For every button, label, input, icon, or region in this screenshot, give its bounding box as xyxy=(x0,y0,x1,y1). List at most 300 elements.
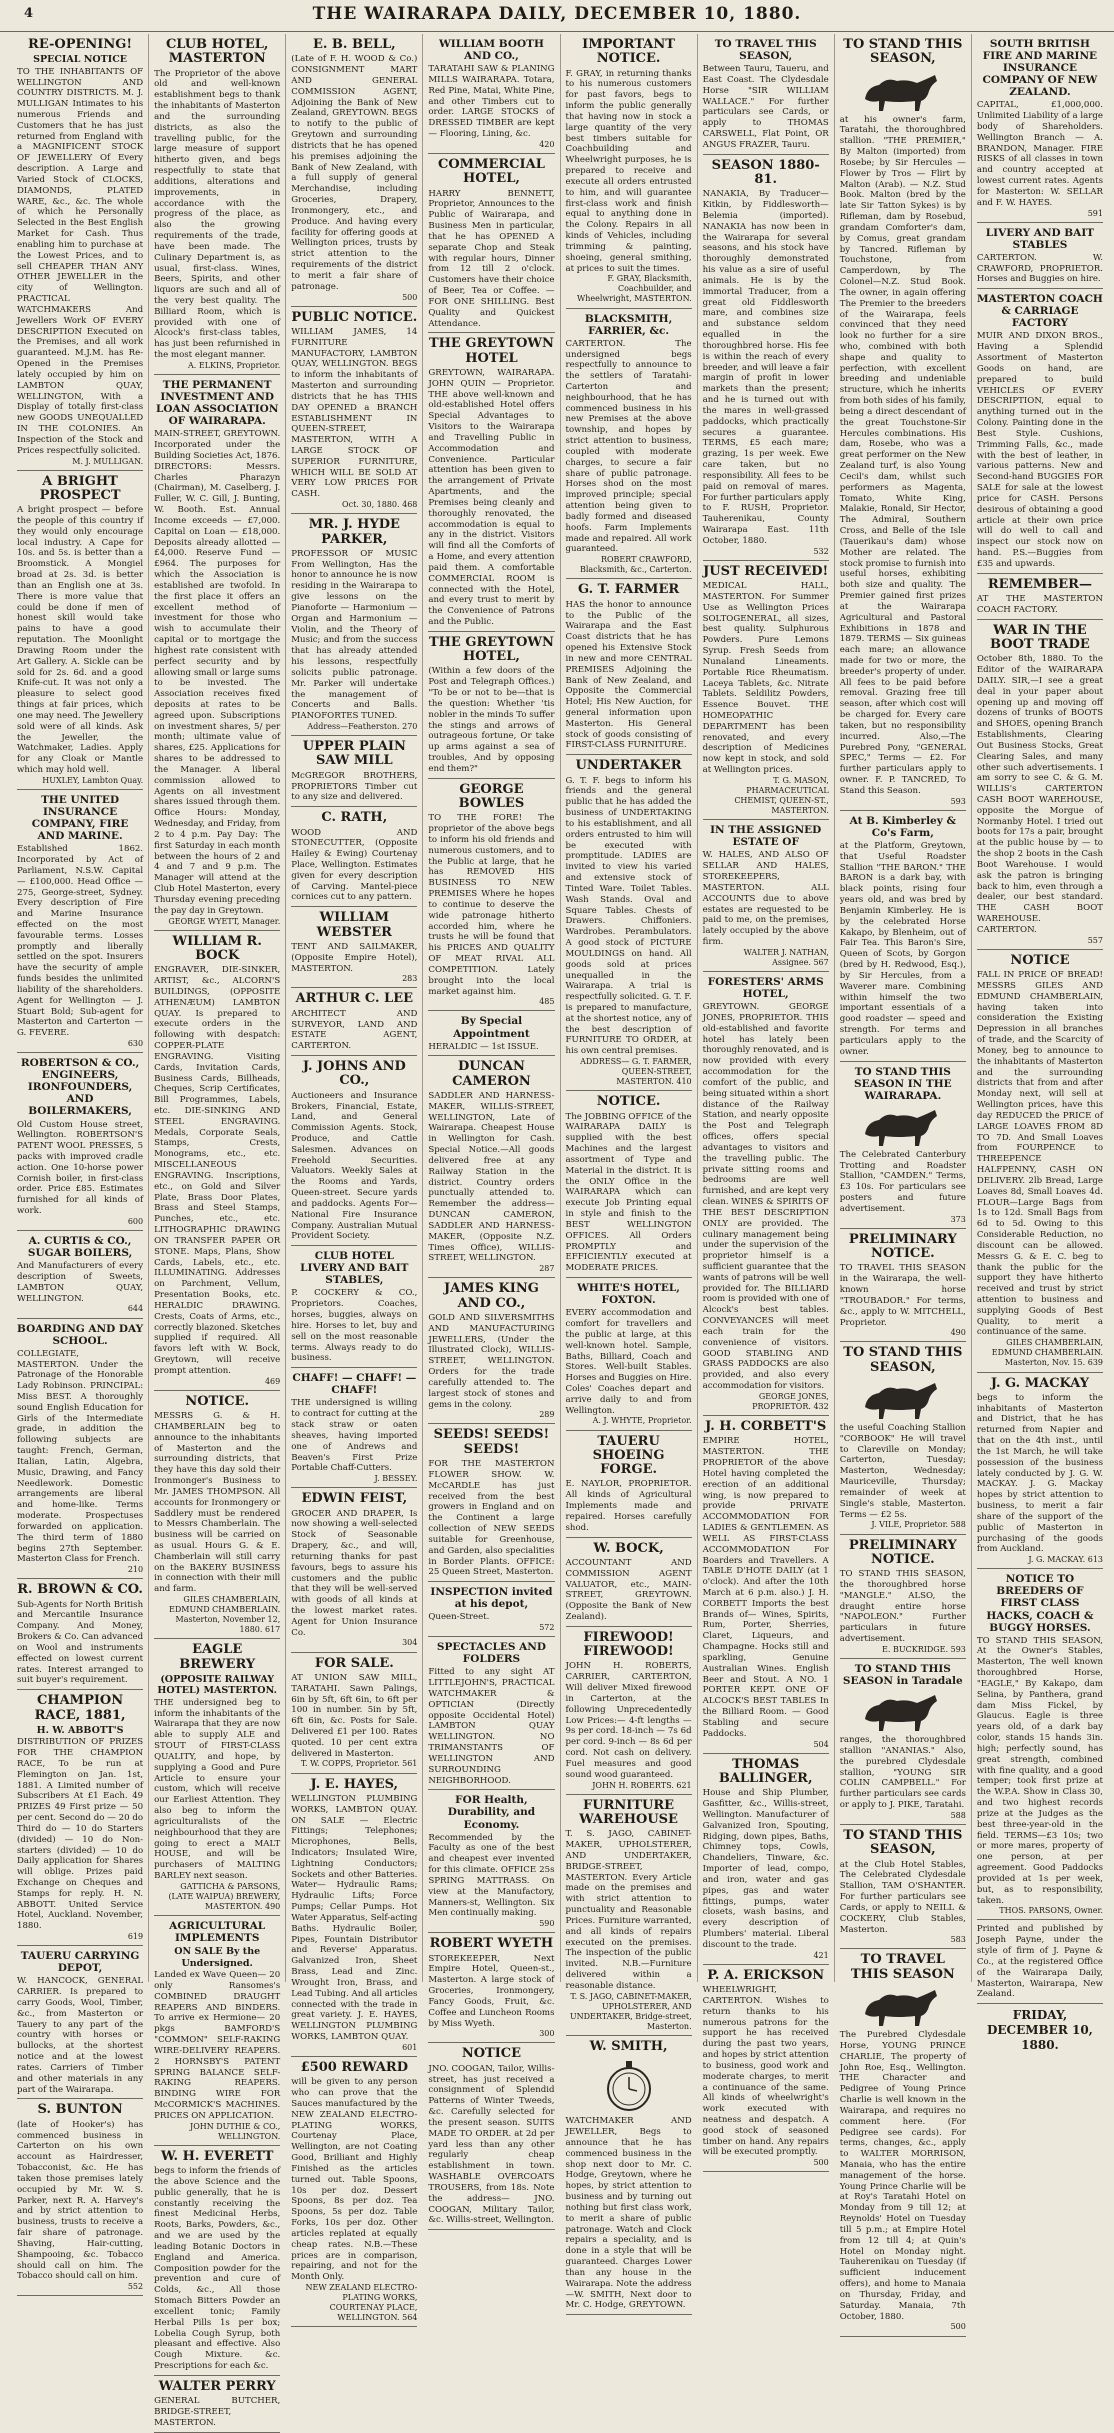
ad-signature: NEW ZEALAND ELECTRO-PLATING WORKS, COURTENAY PLACE, WELLINGTON. 564 xyxy=(305,2283,418,2323)
advertisement xyxy=(428,1282,554,1424)
ad-signature: 289 xyxy=(539,1410,555,1420)
ad-heading: SEEDS! SEEDS! SEEDS! xyxy=(433,1427,550,1457)
horse-illustration xyxy=(857,69,949,113)
ad-heading: P. A. ERICKSON xyxy=(707,1967,825,1983)
ad-body-text: TO STAND THIS SEASON, the thoroughbred horse "MANGLE." ALSO, the draught entire horse "NAPOLEON." Further particulars in future advertisement. xyxy=(839,1569,966,1645)
ad-heading: G. T. FARMER xyxy=(577,582,680,598)
ad-heading: R. BROWN & CO. xyxy=(17,1582,143,1598)
advertisement xyxy=(566,1095,692,1278)
ad-heading: J. H. CORBETT'S xyxy=(705,1419,827,1435)
ad-signature: 557 xyxy=(1087,935,1103,945)
advertisement xyxy=(977,578,1103,620)
ad-signature: 469 xyxy=(264,1376,281,1386)
ad-body-text: JOHN H. ROBERTS, CARRIER, CARTERTON, Will deliver Mixed firewood in Carterton, at the following Unprecedentedly Low Prices:— 4-ft lengths — 9s per cord. 18-inch — 7s 6d per cord. 9-inch — 8s 6d per cord. Not cash on delivery. Fuel measures and good sound wood guaranteed. xyxy=(565,1661,692,1780)
column-3 xyxy=(286,34,423,2323)
ad-signature: 500 xyxy=(813,2158,829,2168)
advertisement xyxy=(154,2150,280,2376)
ad-heading: J. JOHNS AND CO., xyxy=(302,1059,406,1089)
advertisement xyxy=(840,1066,966,1229)
ad-body-text: MUIR AND DIXON BROS., Having a Splendid Assortment of Masterton Goods on hand, are prepared to build VEHICLES OF EVERY DESCRIPTION, equal to anything turned out in the Colony. Painting done in the Best Style. Cushions, Trimming Falls, &c., made with the best of leather, in various patterns. New and Second-hand BUGGIES FOR SALE for sale at the lowest price for CASH. Persons desirous of obtaining a good article at their own price will do well to call and inspect our stock now on hand. P.S.—Buggies from £35 and upwards. xyxy=(976,331,1103,569)
ad-heading: At B. Kimberley & Co's Farm, xyxy=(849,814,956,839)
ad-heading: RE-OPENING! xyxy=(28,37,133,52)
advertisement xyxy=(428,2047,554,2230)
ad-signature: GILES CHAMBERLAIN, EDMUND CHAMBERLAIN. Masterton, November 12, 1880. 617 xyxy=(169,1595,281,1635)
ad-body-text: TO THE FORE! The proprietor of the above begs to inform his old friends and numerous customers, and to the Public at large, that he has REMOVED HIS BUSINESS TO NEW PREMISES Where he hopes to continue to deserve the wide patronage hitherto accorded him, where he trusts he will be found that his PRICES AND QUALITY OF MEAT RIVAL ALL COMPETITION. Lately brought into the local market against him. xyxy=(428,813,555,997)
ad-heading: TAUERU SHOEING FORGE. xyxy=(592,1433,665,1478)
ad-body-text: Auctioneers and Insurance Brokers, Financial, Estate, Land, and General Commission Agents. Stock, Produce, and Cattle Salesmen. Advances on Freehold Securities. Valuators. Weekly Sales at the Rooms and Yards, Queen-street. Secure yards and paddocks. Agents For— National Fire Insurance Company. Australian Mutual Provident Society. xyxy=(291,1090,418,1242)
column-1 xyxy=(12,34,149,2292)
ad-signature: T. G. MASON, PHARMACEUTICAL CHEMIST, QUEEN-ST., MASTERTON. xyxy=(734,775,829,816)
ad-body-text: HARRY BENNETT, Proprietor, Announces to the Public of Wairarapa, and Business Men in particular, that he has OPENED A separate Chop and Steak with regular hours, Dinner from 12 till 2 o'clock. Customers have their choice of Beer, Tea or Coffee. — FOR ONE SHILLING. Best Quality and Quickest Attendance. xyxy=(428,188,555,329)
ad-heading: TAUERU CARRYING DEPOT, xyxy=(20,1950,140,1975)
horse-illustration xyxy=(857,1984,949,2028)
ad-signature: GATTICHA & PARSONS, (LATE WAIPUA) BREWERY, MASTERTON. 490 xyxy=(168,1881,281,1912)
ad-body-text: GENERAL BUTCHER, BRIDGE-STREET, MASTERTON. xyxy=(154,2396,281,2428)
advertisement xyxy=(566,1435,692,1538)
advertisement xyxy=(291,38,417,307)
ad-signature: 619 xyxy=(127,1932,144,1942)
advertisement xyxy=(977,1573,1103,1920)
ad-heading: WHITE'S HOTEL, FOXTON. xyxy=(577,1282,680,1307)
advertisement xyxy=(977,38,1103,223)
ad-signature: 420 xyxy=(539,139,555,149)
ad-body-text: ARCHITECT AND SURVEYOR, LAND AND ESTATE AGENT, CARTERTON. xyxy=(291,1008,418,1052)
ad-signature: T. W. COPPS, Proprietor. 561 xyxy=(300,1759,418,1769)
ad-body-text: Sub-Agents for North British and Mercantile Insurance Company. And Money, Brokers & Co. Can advanced on Wool and instruments effected on lowest current rates. Interest arranged to suit buyer's requirement. xyxy=(17,1599,144,1686)
ad-heading: TO STAND THIS SEASON IN THE WAIRARAPA. xyxy=(854,1065,952,1102)
ad-body-text: TO THE INHABITANTS OF WELLINGTON AND COUNTRY DISTRICTS. M. J. MULLIGAN Intimates to his numerous Friends and Customers that he has just returned from England with a MAGNIFICENT STOCK OF JEWELLERY Of Every description. A Large and Varied Stock of CLOCKS, DIAMONDS, PLATED WARE, &c., &c. The whole of which he Personally Selected in the Best English Market for Cash. Thus enabling him to purchase at the Lowest Prices, and to sell CHEAPER THAN ANY OTHER JEWELLER in the city of Wellington. PRACTICAL WATCHMAKERS And Jewellers Work OF EVERY DESCRIPTION Executed on the Premises, and all work guaranteed. M.J.M. has Re-Opened in the Premises lately occupied by him on LAMBTON QUAY, WELLINGTON, With a Display of totally first-class new GOODS UNEQUALLED IN THE COLONIES. An Inspection of the Stock and Prices respectfully solicited. xyxy=(17,66,144,456)
advertisement xyxy=(428,1060,554,1278)
ad-signature: 421 xyxy=(813,1950,829,1960)
ad-body-text: EMPIRE HOTEL, MASTERTON. THE PROPRIETOR of the above Hotel having completed the erection of an additional wing, is now prepared to provide PRIVATE ACCOMMODATION FOR LADIES & GENTLEMEN. AS WELL AS FIRST-CLASS ACCOMMODATION For Boarders and Travellers. A TABLE D'HOTE DAILY (at 1 o'clock). And after the 10th March at 6 p.m. also.) J. H. CORBETT Imports the best Brands of— Wines, Spirits, Rum, Porter, Sherries, Claret, Liqueurs, and Champagne. Hocks still and sparkling, Genuine Australian Wines. English Beer and Stout. A NO. 1 PORTER KEPT. ONE OF ALCOCK'S BEST TABLES In the Billiard Room. — Good Stabling and secure Paddocks. xyxy=(702,1436,829,1739)
ad-heading: A. CURTIS & CO., SUGAR BOILERS, xyxy=(27,1235,133,1260)
ad-heading: WILLIAM R. BOCK xyxy=(172,933,262,963)
ad-signature: ADDRESS— G. T. FARMER, QUEEN-STREET, MASTERTON. 410 xyxy=(580,1057,692,1087)
ad-heading: BLACKSMITH, FARRIER, &c. xyxy=(584,312,673,337)
advertisement xyxy=(154,935,280,1391)
ad-heading: GEORGE BOWLES xyxy=(458,781,525,811)
ad-heading: PRELIMINARY NOTICE. xyxy=(848,1537,957,1567)
ad-heading: By Special Appointment xyxy=(453,1015,530,1040)
ad-heading: EAGLE BREWERY xyxy=(179,1642,256,1672)
advertisement xyxy=(566,583,692,755)
ad-body-text: begs to inform the friends of the above Science and the public generally, that he is constantly receiving the finest Medicinal Herbs, Roots, Barks, Powders, &c., and we are used by the leading Botanic Doctors in England and America. Composition powder for the prevention and cure of Colds, &c., All those Stomach Bitters Powder an excellent tonic; Family Herbal Pills 1s per box; Lobelia Cough Syrup, both pleasant and effective. Also Cough Mixture. &c. Prescriptions for each &c. xyxy=(154,2166,281,2371)
ad-signature: 552 xyxy=(127,2282,144,2292)
advertisement xyxy=(428,1586,554,1637)
footer-date: FRIDAY, DECEMBER 10, 1880. xyxy=(987,2008,1093,2053)
ad-signature: 591 xyxy=(1087,208,1103,218)
ad-body-text: GROCER AND DRAPER, Is now showing a well-selected Stock of Seasonable Drapery, &c., and will, returning thanks for past favours, begs to assure his customers and the public that they will be well-served with goods of all kinds at the lowest market rates. Agent for Union Insurance Co. xyxy=(291,1508,418,1638)
ad-body-text: CARTERTON. W. CRAWFORD, PROPRIETOR. Horses and Buggies on hire. xyxy=(976,252,1103,285)
advertisement xyxy=(428,1015,554,1056)
ad-body-text: AT UNION SAW MILL, TARATAHI. Sawn Palings, 6in by 5ft, 6ft 6in, to 6ft per 100 in number. 5in by 5ft, 6ft 6in, &c. Posts for Sale. Delivered £1 per 100. Rates quoted. 10 per cent extra delivered in Masterton. xyxy=(291,1672,418,1759)
ad-signature: 532 xyxy=(813,546,829,556)
ad-signature: 583 xyxy=(950,1935,966,1945)
ad-body-text: the useful Coaching Stallion "CORBOOK" He will travel to Clareville on Monday; Carterton, Tuesday; Masterton, Wednesday; Mauriceville, Thursday; remainder of week at Single's stable, Masterton. Terms — £2 5s. xyxy=(839,1423,966,1520)
ad-heading: CLUB HOTEL LIVERY AND BAIT STABLES, xyxy=(300,1250,409,1287)
advertisement xyxy=(154,1920,280,2146)
advertisement xyxy=(703,159,829,561)
column-8 xyxy=(972,34,1108,2053)
ad-signature: HUXLEY, Lambton Quay. xyxy=(42,775,144,785)
ad-body-text: W. HANCOCK, GENERAL CARRIER. Is prepared to carry Goods, Wool, Timber, &c., from Masterton or Tauery to any part of the country with horses or bullocks, at the shortest notice and at the lowest rates. Carriers of Timber and other materials in any part of the Wairarapa. xyxy=(17,1976,144,2095)
ad-heading: PUBLIC NOTICE. xyxy=(291,309,418,325)
ad-heading: SOUTH BRITISH FIRE AND MARINE INSURANCE COMPANY OF NEW ZEALAND. xyxy=(982,38,1098,99)
ad-body-text: WOOD AND STONECUTTER, (Opposite Hailey & Ewing) Courtenay Place, Wellington. Estimates given for every description of Carving. Mantel-piece cornices cut to any pattern. xyxy=(291,827,418,903)
ad-signature: 490 xyxy=(950,1328,966,1338)
newspaper-columns xyxy=(12,34,1108,2428)
column-2 xyxy=(149,34,286,2428)
ad-signature: JOHN DUTHIE & CO., WELLINGTON. xyxy=(189,2121,281,2141)
advertisement xyxy=(566,38,692,309)
advertisement xyxy=(703,976,829,1416)
ad-body-text: at the Platform, Greytown, that Useful Roadster Stallion "THE BARON." THE BARON is a dark bay, with black points, rising four years old, and was bred by Benjamin Kimberley. He is by the celebrated Horse Kakapo, by Blenheim, out of Fair Tea. This Baron's Sire, Queen of Scots, by Gorgon (bred by H. Redwood, Esq.), by Sir Hercules, from a Waverer mare. Combining within himself the two important essentials of a good roadster — speed and strength. For terms and particulars apply to the owner. xyxy=(839,840,966,1057)
ad-body-text: McGREGOR BROTHERS, PROPRIETORS Timber cut to any size and delivered. xyxy=(291,770,418,803)
ad-heading: REMEMBER— xyxy=(987,576,1092,592)
ad-heading: MASTERTON COACH & CARRIAGE FACTORY xyxy=(977,293,1103,330)
ad-heading: FOR SALE. xyxy=(314,1655,394,1671)
ad-body-text: TO TRAVEL THIS SEASON in the Wairarapa, the well-known horse "TROUBADOR." For terms, &c., apply to W. MITCHELL, Proprietor. xyxy=(839,1263,966,1328)
ad-signature: Oct. 30, 1880. 468 xyxy=(342,500,418,510)
ad-signature: J. VILE, Proprietor. 588 xyxy=(871,1520,966,1530)
ad-signature: 500 xyxy=(950,2322,966,2332)
ad-body-text: WELLINGTON PLUMBING WORKS, LAMBTON QUAY. ON SALE — Electric Fittings; Telephones; Microphones, Bells, Indicators; Insulated Wire, Lightning Conductors; Sockets and other Batteries. Water— Hydraulic Rams; Hydraulic Lifts; Force Pumps; Cellar Pumps. Hot Water Apparatus, Self-acting Baths. Hydraulic Boiler, Pipes, Fountain Distributor and Reverse' Apparatus. Galvanized Iron, Sheet Brass, Lead and Zinc. Wrought Iron, Brass, and Lead Tubing. And all articles connected with the trade in great variety. J. E. HAYES, WELLINGTON PLUMBING WORKS, LAMBTON QUAY. xyxy=(291,1793,418,2043)
ad-heading: NOTICE TO BREEDERS OF FIRST CLASS HACKS, COACH & BUGGY HORSES. xyxy=(986,1573,1094,1634)
advertisement xyxy=(703,565,829,821)
ad-body-text: MEDICAL HALL, MASTERTON. For Summer Use as Wellington Prices SOLTOGENERAL, all sizes, best quality. Sulphurous Powders. Pure Lemons Syrup. Fresh Seeds from Nunaland Lineaments. Portable Rice Rheumatism. Laceya Tablets, &c. Nitrate Tablets. Seldilitz Powders, Essence Bouvet. THE HOMEOPATHIC DEPARTMENT has been renovated, and every description of Medicines now kept in stock, and sold at Wellington prices. xyxy=(702,581,829,776)
advertisement xyxy=(154,38,280,375)
ad-body-text: House and Ship Plumber, Gasfitter, &c., Willis-street, Wellington. Manufacturer of Galvanized Iron, Spouting, Ridging, down pipes, Baths, Chimney tops, Cowls, Chandeliers, Tinware, &c. Importer of lead, compo, and iron, water and gas pipes, gas and water fittings, pumps, water closets, wash basins, and every description of Plumbers' material. Liberal discount to the trade. xyxy=(702,1788,829,1950)
ad-heading: CHAMPION RACE, 1881, xyxy=(34,1693,126,1723)
ad-heading: TO STAND THIS SEASON, xyxy=(843,1345,963,1375)
ad-heading: NOTICE xyxy=(1010,952,1070,968)
advertisement xyxy=(154,1643,280,1916)
ad-heading: FORESTERS' ARMS HOTEL, xyxy=(707,976,824,1001)
ad-body-text: WILLIAM JAMES, 14 FURNITURE MANUFACTORY, LAMBTON QUAY, WELLINGTON. BEGS to inform the inhabitants of Masterton and surrounding districts that he has THIS DAY OPENED a BRANCH ESTABLISHMENT IN QUEEN-STREET, MASTERTON, WITH A LARGE STOCK OF SUPERIOR FURNITURE, WHICH WILL BE SOLD AT VERY LOW PRICES FOR CASH. xyxy=(291,326,418,500)
advertisement xyxy=(17,794,143,1053)
advertisement xyxy=(17,1235,143,1319)
advertisement xyxy=(291,1492,417,1652)
ad-signature: J. G. MACKAY. 613 xyxy=(1028,1555,1103,1565)
ad-signature: 210 xyxy=(127,1565,144,1575)
advertisement xyxy=(291,811,417,907)
ad-heading: CHAFF! — CHAFF! — CHAFF! xyxy=(292,1372,417,1397)
advertisement xyxy=(840,1346,966,1534)
advertisement xyxy=(840,1829,966,1949)
ad-heading: LIVERY AND BAIT STABLES xyxy=(985,226,1095,251)
advertisement xyxy=(840,1663,966,1825)
ad-body-text: The Purebred Clydesdale Horse, YOUNG PRINCE CHARLIE, The property of John Roe, Esq., Wellington. THE Character and Pedigree of Young Prince Charlie is well known in the Wairarapa, and requires no comment here. (For Pedigree see cards). For terms, changes, &c., apply to WALTER MORRISON, Manaia, who has the entire management of the horse. Young Prince Charlie will be at Roy's Taratahi Hotel on Monday from 9 till 12; at Reynolds' Hotel on Tuesday till 5 p.m.; at Empire Hotel from 12 till 4; at Quin's Hotel on Monday night. Tauherenikau on Tuesday (if sufficient inducement offers), and home to Manaia on Thursday, Friday, and Saturday. Manaia, 7th October, 1880. xyxy=(839,2030,966,2322)
ad-signature: 283 xyxy=(402,974,418,984)
ad-body-text: W. HALES, AND ALSO OF SELLAR AND HALES, STOREKEEPERS, MASTERTON. ALL ACCOUNTS due to above estates are requested to be paid to me, on the premises, lately occupied by the above firm. xyxy=(702,850,829,948)
ad-heading: SEASON 1880-81. xyxy=(711,157,820,188)
ad-body-text: GREYTOWN. GEORGE JONES, PROPRIETOR. THIS old-established and favorite hotel has lately been thoroughly renovated, and is now provided with every accommodation for the comfort of the public, and being situated within a short distance of the Railway Station, and nearly opposite the Post and Telegraph offices, offers special advantages to visitors and the travelling public. The private sitting rooms and bedrooms are well furnished, and are kept very clean. WINES & SPIRITS OF THE BEST DESCRIPTION ONLY are provided. The culinary management being under the supervision of the proprietor himself is a sufficient guarantee that the wants of patrons will be well provided for. The BILLIARD room is provided with one of Alcock's best tables. CONVEYANCES will meet each train for the convenience of visitors. GOOD STABLING AND GRASS PADDOCKS are also provided, and also every accommodation for visitors. xyxy=(702,1002,829,1392)
horse-illustration xyxy=(857,1689,949,1733)
ad-body-text: begs to inform the inhabitants of Masterton and District, that he has returned from Napier and that on the 4th inst., until the 1st March, he will take possession of the business lately conducted by J. G. W. MACKAY. J. G. Mackay hopes by strict attention to business, to merit a fair share of the support of the public of Masterton in purchasing of the goods from Auckland. xyxy=(976,1392,1103,1555)
ad-subheading: ON SALE By the Undersigned. xyxy=(174,1946,261,1969)
ad-subheading: H. W. ABBOTT'S xyxy=(36,1724,124,1736)
advertisement xyxy=(977,954,1103,1373)
ad-body-text: ACCOUNTANT AND COMMISSION AGENT VALUATOR, etc., MAIN-STREET, GREYTOWN. (Opposite the Bank of New Zealand). xyxy=(565,1557,692,1623)
ad-heading: E. B. BELL, xyxy=(312,37,396,52)
advertisement xyxy=(17,1950,143,2099)
advertisement xyxy=(428,1641,554,1790)
advertisement xyxy=(840,1539,966,1659)
ad-body-text: THE undersigned is willing to contract for cutting at the stack straw or oaten sheaves, having imported one of Andrews and Beaven's First Prize Portable Chaff-Cutters. xyxy=(291,1398,418,1474)
ad-body-text: at his owner's farm, Taratahi, the thoroughbred stallion. "THE PREMIER," By Malton (imported) from Rosebe; by Sir Hercules — Flower by Tros — Flirt by Malton (Arab). — N.Z. Stud Book. Malton (bred by the late Sir Tatton Sykes) is by Rifleman, dam by Rosebud, grandam Comforter's dam, by Comus, great grandam by Tancred. Rifleman by Touchstone, from Camperdown, by The Colonel—N.Z. Stud Book. The owner, in again offering The Premier to the breeders of the Wairarapa, feels convinced that they need look no further for a sire who, combined with both shape and quality to perfection, with excellent breeding and undeniable structure, which he inherits from both sides of his family, being a direct descendant of the great Touchstone-Sir Hercules combinations. His dam, Rosebe, who was a great performer on the New Zealand turf, is also Young Cecil's dam, whilst such performers as Magenta, Tomato, White King, Malakie, Ronald, Sir Hector, The Admiral, Southern Cross, and Belle of the Isle (Tauerikau's dam) whose Mother are related. The stock promise to furnish into useful horses, exhibiting both size and quality. The Premier gained first prizes at the Wairarapa Agricultural and Pastoral Exhibitions in 1878 and 1879. TERMS — Six guineas each mare; an allowance made for two or more, the breeder's property of under. All fees to be paid before removal. Grazing free till season, after which cost will be charged for. Every care taken, but no responsibility incurred. Also,—The Purebred Pony, "GENERAL SPEC," Terms — £2. For further particulars apply to owner. F. P. TANCRED, To Stand this Season. xyxy=(839,114,966,796)
ad-heading: ROBERT WYETH xyxy=(429,1936,554,1952)
ad-heading: DUNCAN CAMERON xyxy=(452,1059,531,1089)
ad-signature: 600 xyxy=(127,1216,144,1226)
advertisement xyxy=(291,1657,417,1774)
ad-signature: 500 xyxy=(402,292,418,302)
ad-heading: UNDERTAKER xyxy=(575,758,682,774)
horse-illustration xyxy=(857,1104,949,1148)
advertisement xyxy=(566,1542,692,1627)
advertisement xyxy=(428,158,554,333)
ad-body-text: will be given to any person who can prove that the Sauces manufactured by the NEW ZEALAND ELECTRO-PLATING WORKS, Courtenay Place, Wellington, are not Coating Good, Brilliant and Highly Finished as the articles turned out. Table Spoons, 10s per doz. Dessert Spoons, 8s per doz. Tea Spoons, 5s per doz. Table Forks, 10s per doz. Other articles replated at equally cheap rates. N.B.—These prices are in comparison, repairing, and not for the Month Only. xyxy=(291,2077,418,2283)
advertisement xyxy=(977,1924,1103,2004)
advertisement xyxy=(977,1377,1103,1570)
ad-body-text: FALL IN PRICE OF BREAD! MESSRS GILES AND EDMUND CHAMBERLAIN, having taken into consideration the Existing Depression in all branches of trade, and the Scarcity of Money, beg to announce to the inhabitants of Masterton and the surrounding districts that from and after Monday next, will sell at Wellington prices, have this day REDUCED the PRICE of LARGE LOAVES FROM 8D TO 7D. And Small Loaves from FOURPENCE to THREEPENCE HALFPENNY, CASH ON DELIVERY. 2lb Bread, Large Loaves 8d, Small Loaves 4d. FLOUR—Large Bags from 1s to 12d. Small Bags from 6d to 5d. Owing to this Considerable Reduction, no discount can be allowed. Messrs G. & E. C. beg to thank the public for the support they have hitherto received and trust by strict attention to business and supplying Goods of Best Quality, to merit a continuance of the same. xyxy=(976,970,1103,1338)
advertisement xyxy=(566,1631,692,1795)
ad-heading: SPECTACLES AND FOLDERS xyxy=(436,1641,546,1666)
ad-heading: EDWIN FEIST, xyxy=(301,1491,408,1507)
ad-heading: PRELIMINARY NOTICE. xyxy=(848,1231,957,1262)
ad-body-text: COLLEGIATE, MASTERTON. Under the Patronage of the Honorable Lady Robinson. PRINCIPAL: Miss BEST. A thoroughly sound English Education for Girls of the Intermediate grade, in addition the following subjects are taught: French, German, Italian, Latin, Algebra, Music, Drawing, and Fancy Needlework. Domestic arrangements are liberal and home-like. Terms moderate. Prospectuses forwarded on application. The third term of 1880 begins 27th September. Masterton Class for French. xyxy=(17,1348,144,1565)
ad-heading: THE GREYTOWN HOTEL, xyxy=(428,634,554,665)
ad-body-text: October 8th, 1880. To the Editor of the WAIRARAPA DAILY. SIR,—I see a great deal in your paper about opening up and moving off dozens of trunks of BOOTS and SHOES, opening Branch Establishments, Clearing Out Business Stocks, Great Clearing Sales, and many other such advertisements. I am sorry to see C. & G. M. WILLIS's CARTERTON CASH BOOT WAREHOUSE, opposite the Morgue of Normanby Hotel. I tried out boots for 17s a pair, brought at the public house by — to the shop 2 boots in the Cash Boot Warehouse. I would ask the patron is bringing back to him, even through a dealer, our best standard. THE CASH BOOT WAREHOUSE. CARTERTON. xyxy=(976,654,1103,935)
advertisement xyxy=(291,992,417,1056)
ad-heading: NOTICE xyxy=(461,2046,522,2062)
ad-heading: FURNITURE WAREHOUSE xyxy=(579,1797,678,1827)
column-4 xyxy=(423,34,560,2226)
ad-signature: 590 xyxy=(539,1919,555,1929)
masthead xyxy=(0,0,1114,32)
pocket-watch-illustration xyxy=(601,2057,657,2113)
ad-body-text: WATCHMAKER AND JEWELLER, Begs to announce that he has commenced business in the shop next door to Mr. C. Hodge, Greytown, where he hopes, by strict attention to business and by turning out nothing but first class work, to merit a share of public patronage. Watch and Clock repairs a speciality, and is done in a style that will be guaranteed. Charges Lower than any house in the Wairarapa. Note the address—W. SMITH, Next door to Mr. C. Hodge, GREYTOWN. xyxy=(565,2116,692,2311)
ad-heading: THOMAS BALLINGER, xyxy=(718,1756,813,1786)
ad-heading: UPPER PLAIN SAW MILL xyxy=(302,739,406,769)
ad-body-text: ENGRAVER, DIE-SINKER, ARTIST, &c., ALCORN'S BUILDINGS, (OPPOSITE ATHENÆUM) LAMBTON QUAY. Is prepared to execute orders in the following with despatch: COPPER-PLATE ENGRAVING. Visiting Cards, Invitation Cards, Business Cards, Billheads, Cheques, Scrip Certificates, Bill Programmes, Labels, etc. DIE-SINKING AND STEEL ENGRAVING. Medals, Corporate Seals, Stamps, Crests, Monograms, etc., etc. MISCELLANEOUS ENGRAVING. Inscriptions, etc., on Gold and Silver Plate, Brass Door Plates, Brass and Steel Stamps, Punches, etc., etc. LITHOGRAPHIC DRAWING ON TRANSFER PAPER OR STONE. Maps, Plans, Show Cards, Labels, etc., etc. ILLUMINATING. Addresses on Parchment, Vellum, Presentation Books, etc. HERALDIC DRAWING. Crests, Coats of Arms, etc., correctly blazoned. Sketches supplied if required. All favors left with W. Bock, Greytown, will receive prompt attention. xyxy=(154,965,281,1376)
ad-signature: A. ELKINS, Proprietor. xyxy=(188,360,281,370)
ad-body-text: Queen-Street. xyxy=(428,1612,490,1623)
ad-heading: WILLIAM WEBSTER xyxy=(316,910,392,940)
ad-body-text: PROFESSOR OF MUSIC From Wellington, Has the honor to announce he is now residing in the Wairarapa to give lessons on the Pianoforte — Harmonium — Organ and Harmonium — Violin, and the Theory of Music; and from the success that has already attended his lessons, respectfully solicits public patronage. Mr. Parker will undertake the management of Concerts and Balls. PIANOFORTES TUNED. xyxy=(291,548,418,722)
advertisement xyxy=(977,624,1103,950)
ad-body-text: (late of Hooker's) has commenced business in Carterton on his own account as Hairdresser, Tobacconist, &c. He has taken those premises lately occupied by Mr. W. S. Parker, next R. A. Harvey's and by strict attention to business, trusts to receive a fair share of patronage. Shaving, Hair-cutting, Shampooing, &c. Tobacco should call on him. The Tobacco should call on him. xyxy=(17,2119,144,2282)
ad-signature: 572 xyxy=(539,1623,555,1633)
page-number: 4 xyxy=(24,6,34,21)
advertisement xyxy=(566,1799,692,2036)
ad-body-text: THE undersigned beg to inform the inhabitants of the Wairarapa that they are now able to supply ALE and STOUT of FIRST-CLASS QUALITY, and hope, by supplying a Good and Pure Article to ensure your custom, which will receive our Earliest Attention. They also beg to inform the agriculturalists of the neighbourhood that they are going to erect a MALT HOUSE, and will be purchasers of MALTING BARLEY next season. xyxy=(154,1697,281,1882)
ad-signature: 504 xyxy=(813,1739,829,1749)
ad-signature: GILES CHAMBERLAIN, EDMUND CHAMBERLAIN. Masterton, Nov. 15. 639 xyxy=(991,1338,1103,1368)
advertisement xyxy=(428,1428,554,1582)
ad-heading: W. H. EVERETT xyxy=(160,2148,274,2164)
ad-heading: JUST RECEIVED! xyxy=(703,563,829,579)
ad-body-text: A bright prospect — before the people of this country if they would only encourage local industry. A Cape for 10s. and 5s. is better than a Broomstick. A Mongiel broad at 2s. 3d. is better than an English one at 3s. There is more value that could be done if men of honest skill would take pains to have a good reputation. The Moonlight Drawing Room under the Art Gallery. A. Sickle can be sold for 2s. 6d. and a good Knife-cut. It was not only a pleasure to select good things at fair prices, which one may need. The Jewellery sold were of all kinds. Ask the Jeweller, the Watchmaker, Ladies. Apply for any Cloak or Mantle which may hold well. xyxy=(17,505,144,776)
advertisement xyxy=(291,518,417,736)
ad-signature: 644 xyxy=(127,1304,144,1314)
advertisement xyxy=(291,1372,417,1488)
ad-heading: WILLIAM BOOTH AND CO., xyxy=(438,38,544,63)
ad-heading: S. BUNTON xyxy=(37,2102,123,2118)
ad-body-text: GREYTOWN, WAIRARAPA. JOHN QUIN — Proprietor. THE above well-known and old-established Hotel offers Special Advantages to Visitors to the Wairarapa and Travelling Public in Accommodation and Convenience. Particular attention has been given to the arrangement of Private Apartments, and the Premises being cleanly and thoroughly renovated, the accommodation is equal to any in the district. Visitors will find all the Comforts of a Home, and every attention paid them. A comfortable COMMERCIAL ROOM is connected with the Hotel, and every trust to merit by the Convenience of Patrons and the Public. xyxy=(428,367,555,627)
ad-body-text: Old Custom House street, Wellington. ROBERTSON'S PATENT WOOL PRESSES, 5 packs with improved cradle action. One 10-horse power Cornish boiler, in first-class order. Price £85. Estimates furnished for all kinds of work. xyxy=(17,1119,144,1217)
ad-signature: 287 xyxy=(539,1264,555,1274)
ad-body-text: HAS the honor to announce to the Public of the Wairarapa and the East Coast districts that he has opened his Extensive Stock in new and more CENTRAL PREMISES Adjoining the Bank of New Zealand, and Opposite the Commercial Hotel; His New Auction, for general information upon Masterton. His General stock of goods consisting of FIRST-CLASS FURNITURE. xyxy=(565,599,692,751)
ad-body-text: G. T. F. begs to inform his friends and the general public that he has added the business of UNDERTAKING to his establishment, and all orders entrusted to him will be executed with promptitude. LADIES are invited to view his varied and extensive stock of Tinted Ware. Toilet Tables. Wash Stands. Oval and Square Tables. Chests of Drawers. Chiffoniers. Wardrobes. Perambulators. A good stock of PICTURE MOULDINGS on hand. All goods sold at prices unequalled in the Wairarapa. A trial is respectfully solicited. G. T. F. is prepared to manufacture, at the shortest notice, any of the best description of FURNITURE TO ORDER, at his own central premises. xyxy=(565,775,692,1057)
ad-body-text: EVERY accommodation and comfort for travellers and the public at large, at this well-known hotel. Sample, Baths, Billiard, Coach and Stores. Well-built Stables. Horses and Buggies on Hire. Coles' Coaches depart and arrive daily to and from Wellington. xyxy=(565,1308,692,1416)
ad-signature: 304 xyxy=(402,1638,418,1648)
advertisement xyxy=(703,38,829,155)
ad-signature: 593 xyxy=(950,796,966,806)
ad-signature: 485 xyxy=(539,997,555,1007)
ad-body-text: Printed and published by Joseph Payne, under the style of firm of J. Payne & Co., at the registered Office of the Wairarapa Daily, Masterton, Wairarapa, New Zealand. xyxy=(976,1924,1103,2000)
ad-heading: A BRIGHT PROSPECT xyxy=(39,473,121,503)
ad-body-text: JNO. COOGAN, Tailor, Willis-street, has just received a consignment of Splendid Patterns of Winter Tweeds, &c. Carefully selected for the present season. SUITS MADE TO ORDER. at 2d per yard less than any other regularly cheap establishment in town. WASHABLE OVERCOATS TROUSERS, from 18s. Note the address— JNO. COOGAN, Military Tailor, &c. Willis-street, Wellington. xyxy=(428,2063,555,2226)
ad-signature: ROBERT CRAWFORD, Blacksmith, &c., Carterton. xyxy=(579,555,692,575)
ad-heading: TO STAND THIS SEASON in Taradale xyxy=(842,1663,963,1688)
ad-heading: FOR Health, Durability, and Economy. xyxy=(447,1794,536,1831)
advertisement xyxy=(840,815,966,1062)
ad-body-text: TO STAND THIS SEASON, At the Owner's Stables, Masterton, The well known thoroughbred Horse, "EAGLE," By Kakapo, dam Selina, by Panthera, grand dam Miss Fickel, by Glaucus. Eagle is three years old, of a dark bay color, stands 15 hands 3in. high; perfectly sound, has great strength, combined with fine quality, and a good temper; took first prize at the W.P.A. Show in Class 30, and two highest records prize at the Judges as the best three-year-old in the field. TERMS—£3 10s; two or more mares, property of one person, at per agreement. Good Paddocks provided at 1s per week, but, as to responsibility, taken. xyxy=(976,1635,1103,1906)
ad-heading: J. E. HAYES, xyxy=(310,1776,399,1792)
ad-body-text: SADDLER AND HARNESS-MAKER, WILLIS-STREET, WELLINGTON, Late of Wairarapa. Cheapest House in Wellington for Cash. Special Notice.—All goods delivered free at any Railway Station in the district. Country orders punctually attended to. Remember the address— DUNCAN CAMERON, SADDLER AND HARNESS-MAKER, (Opposite N.Z. Times Office), WILLIS-STREET, WELLINGTON. xyxy=(428,1091,555,1264)
ad-signature: GEORGE WYETT, Manager. xyxy=(168,916,281,926)
ad-signature: M. J. MULLIGAN. xyxy=(72,456,144,466)
advertisement xyxy=(17,475,143,790)
ad-heading: ROBERTSON & CO., ENGINEERS, IRONFOUNDERS, AND BOILERMAKERS, xyxy=(20,1057,140,1118)
ad-signature: 300 xyxy=(539,2029,555,2039)
advertisement xyxy=(703,824,829,972)
ad-body-text: (Within a few doors of the Post and Telegraph Offices.) "To be or not to be—that is the question: Whether 'tis nobler in the minds To suffer the stings and arrows of outrageous fortune, Or take up arms against a sea of troubles, And by opposing end them?" xyxy=(428,666,555,774)
ad-body-text: Landed ex Wave Queen— 20 only Ransomes's COMBINED DRAUGHT REAPERS AND BINDERS. To arrive ex Hermione— 20 pkgs BAMFORD'S "COMMON" SELF-RAKING WIRE-DELIVERY REAPERS. 2 HORNSBY'S PATENT SPRING BALANCE SELF-RAKING REAPERS. BINDING WIRE FOR McCORMICK'S MACHINES. PRICES ON APPLICATION. xyxy=(154,1970,281,2121)
advertisement xyxy=(703,1758,829,1965)
ad-heading: IN THE ASSIGNED ESTATE OF xyxy=(710,824,822,849)
ad-signature: 630 xyxy=(127,1039,144,1049)
advertisement xyxy=(291,1060,417,1246)
advertisement xyxy=(428,636,554,779)
ad-heading: THE PERMANENT INVESTMENT AND LOAN ASSOCIATION OF WAIRARAPA. xyxy=(155,379,279,428)
ad-body-text: GOLD AND SILVERSMITHS AND MANUFACTURING JEWELLERS, (Under the Illustrated Clock), WILLIS-STREET, WELLINGTON. Orders for the trade carefully attended to. The largest stock of stones and gems in the colony. xyxy=(428,1312,555,1410)
advertisement xyxy=(566,759,692,1091)
advertisement xyxy=(291,740,417,807)
advertisement xyxy=(291,311,417,515)
ad-heading: W. BOCK, xyxy=(593,1540,664,1556)
advertisement xyxy=(566,1282,692,1430)
ad-body-text: Between Tauru, Taueru, and East Coast. The Clydesdale Horse "SIR WILLIAM WALLACE." For further particulars see Cards, or apply to THOMAS CARSWELL, Flat Point, OR ANGUS FRAZER, Tauru. xyxy=(702,64,829,150)
column-5 xyxy=(561,34,698,2311)
ad-heading: JAMES KING AND CO., xyxy=(444,1281,539,1311)
column-6 xyxy=(698,34,835,2168)
ad-heading: COMMERCIAL HOTEL, xyxy=(438,157,545,187)
ad-body-text: CAPITAL, £1,000,000. Unlimited Liability of a large body of Shareholders. Wellington Branch — A. BRANDON, Manager. FIRE RISKS of all classes in town and country accepted at lowest current rates. Agents for Masterton: W. SELLAR and F. W. HAYES. xyxy=(976,100,1103,208)
ad-heading: TO STAND THIS SEASON, xyxy=(843,37,963,67)
advertisement xyxy=(154,1395,280,1640)
ad-body-text: TARATAHI SAW & PLANING MILLS WAIRARAPA. Totara, Red Pine, Matai, White Pine, and other Timbers cut to order. LARGE STOCKS of DRESSED TIMBER are kept — Flooring, Lining, &c. xyxy=(428,64,555,140)
advertisement xyxy=(17,1583,143,1690)
ad-heading: AGRICULTURAL IMPLEMENTS xyxy=(169,1920,266,1945)
ad-heading: BOARDING AND DAY SCHOOL. xyxy=(17,1322,144,1347)
ad-body-text: The Proprietor of the above old and well-known establishment begs to thank the inhabitants of Masterton and the surrounding districts, as also the travelling public, for the large measure of support hitherto given, and begs respectfully to state that additions, alterations and improvements, in accordance with the progress of the place, as also the growing requirements of the trade, have been made. The Culinary Department is, as usual, first-class. Wines, Beers, Spirits, and other liquors are such and all of the very best quality. The Billiard Room, which is provided with one of Alcock's first-class tables, has just been refurnished in the most elegant manner. xyxy=(154,68,281,361)
ad-body-text: FOR THE MASTERTON FLOWER SHOW. W. McCARDLE has just received from the best growers in England and on the Continent a large collection of NEW SEEDS suitable for Greenhouse, and Garden, also specialities in Border Plants. OFFICE: 25 Queen Street, Masterton. xyxy=(428,1459,555,1578)
advertisement xyxy=(840,1233,966,1343)
advertisement xyxy=(17,2103,143,2296)
ad-signature: F. GRAY, Blacksmith, Coachbuilder, and Wheelwright, MASTERTON. xyxy=(576,274,692,304)
ad-heading: TO TRAVEL THIS SEASON, xyxy=(714,38,817,63)
ad-heading: THE GREYTOWN HOTEL xyxy=(428,336,554,366)
advertisement xyxy=(428,1937,554,2043)
ad-signature: E. BUCKRIDGE. 593 xyxy=(882,1644,966,1654)
ad-signature: Address—Featherston. 270 xyxy=(307,722,418,732)
advertisement xyxy=(291,1250,417,1368)
ad-body-text: MESSRS G. & H. CHAMBERLAIN beg to announce to the inhabitants of Masterton and the surrounding districts, that they have this day sold their Ironmonger's Business to Mr. JAMES THOMPSON. All accounts for Ironmongery or Saddlery must be rendered to Messrs Chamberlain. The business will be carried on as usual. Hours G. & E. Chamberlain will still carry on the BAKERY BUSINESS in connection with their mill and farm. xyxy=(154,1411,281,1595)
advertisement xyxy=(291,2061,417,2327)
ad-body-text: Recommended by the Faculty as one of the best and cheapest ever invented for this climate. OFFICE 25s SPRING MATTRASS. On view at the Manufactory, Manners-st, Wellington. Six Men continually making. xyxy=(428,1832,555,1919)
ad-signature: JOHN H. ROBERTS. 621 xyxy=(592,1780,692,1790)
ad-body-text: STOREKEEPER, Next Empire Hotel, Queen-st., Masterton. A large stock of Groceries, Ironmongery, Fancy Goods, Fruit, &c. Coffee and Luncheon Rooms by Miss Wyeth. xyxy=(428,1953,555,2029)
advertisement xyxy=(291,911,417,988)
ad-heading: NOTICE. xyxy=(185,1393,250,1409)
ad-subheading: (OPPOSITE RAILWAY HOTEL) MASTERTON. xyxy=(157,1674,277,1697)
ad-signature: 601 xyxy=(402,2042,418,2052)
ad-body-text: at the Club Hotel Stables, The Celebrated Clydesdale Stallion, TAM O'SHANTER. For further particulars see Cards, or apply to NEILL & COCKERY, Club Stables, Masterton. xyxy=(839,1859,966,1935)
ad-body-text: P. COCKERY & CO., Proprietors. Coaches, horses, buggies, always on hire. Horses to let, buy and sell on the most reasonable terms. Always ready to do business. xyxy=(291,1288,418,1364)
ad-heading: J. G. MACKAY xyxy=(990,1375,1090,1391)
advertisement xyxy=(977,293,1103,573)
ad-signature: WALTER J. NATHAN, Assignee. 567 xyxy=(743,947,829,967)
ad-signature: J. BESSEY. xyxy=(374,1474,418,1484)
ad-body-text: Established 1862. Incorporated by Act of Parliament, N.S.W. Capital — £100,000. Head Office — 275, George-street, Sydney. Every description of Fire and Marine Insurance effected on the most favourable terms. Losses promptly and liberally settled on the spot. Insurers have the security of ample funds besides the unlimited liability of the shareholders. Agent for Wellington — J. Stuart Bold; Sub-agent for Masterton and Carterton — G. FEVERE. xyxy=(17,844,144,1039)
ad-body-text: NANAKIA, By Traducer—Kitkin, by Fiddlesworth—Belemia (imported). NANAKIA has now been in the Wairarapa for several seasons, and his stock have thoroughly demonstrated his value as a sire of useful animals. He is by the immortal Traducer, from a great old Fiddlesworth mare, and combines size and substance seldom equalled in the thoroughbred horse. His fee is within the reach of every breeder, and will leave a fair margin of profit in lower markets than the present; and he is turned out with the mares in well-grassed paddocks, which practically secures a guarantee. TERMS, £5 each mare; grazing, 1s per week. Ewe care taken, but no responsibility. All fees to be paid on removal of mares. For further particulars apply to F. RUSH, Proprietor. Tauherenikau, County Wairarapa East. 11th October, 1880. xyxy=(702,189,829,546)
ad-body-text: HERALDIC — 1st ISSUE. xyxy=(428,1041,539,1052)
ad-heading: C. RATH, xyxy=(321,810,388,826)
horse-illustration xyxy=(857,1377,949,1421)
ad-heading: TO STAND THIS SEASON, xyxy=(843,1828,963,1858)
advertisement xyxy=(154,2380,280,2433)
ad-body-text: T. S. JAGO, CABINET-MAKER, UPHOLSTERER, AND UNDERTAKER, BRIDGE-STREET, MASTERTON. Every Article made on the premises and with strict attention to punctuality and Reasonable Prices. Furniture warranted, and all kinds of repairs executed on the premises. The inspection of the public invited. N.B.—Furniture delivered within a reasonable distance. xyxy=(565,1829,692,1991)
ad-heading: TO TRAVEL THIS SEASON xyxy=(850,1952,955,1982)
column-7 xyxy=(835,34,972,2332)
ad-body-text: TENT AND SAILMAKER, (Opposite Empire Hotel), MASTERTON. xyxy=(291,941,418,974)
advertisement xyxy=(428,38,554,154)
ad-body-text: E. NAYLOR, PROPRIETOR. All kinds of Agricultural Implements made and repaired. Horses carefully shod. xyxy=(565,1479,692,1533)
ad-body-text: (Late of F. H. WOOD & Co.) CONSIGNMENT MART AND GENERAL COMMISSION AGENT, Adjoining the Bank of New Zealand, GREYTOWN. BEGS to notify to the public of Greytown and surrounding districts that he has opened his premises adjoining the Bank of New Zealand, with a full supply of general Merchandise, including Groceries, Drapery, Ironmongery, etc., and Produce. And having every facility for offering goods at Wellington prices, trusts by strict attention to the requirements of the district to merit a fair share of patronage. xyxy=(291,54,418,292)
advertisement xyxy=(428,783,554,1012)
advertisement xyxy=(17,1694,143,1946)
ad-body-text: The Celebrated Canterbury Trotting and Roadster Stallion, "CAMDEN." Terms, £3 10s. For particulars see posters and future advertisement. xyxy=(839,1149,966,1214)
ad-body-text: DISTRIBUTION OF PRIZES FOR THE CHAMPION RACE, To be run at Flemington on Jan. 1st, 1881. A Limited number of Subscribers At £1 Each. 49 PRIZES 49 First prize — 50 per cent. Second do — 20 do Third do — 10 do Starters (divided) — 10 do Non-starters (divided) — 10 do Daily application for Shares will oblige. Prizes paid Exchange on Cheques and Stamps for reply. H. N. ABBOTT. United Service Hotel, Auckland. November, 1880. xyxy=(17,1737,144,1932)
advertisement xyxy=(428,1794,554,1933)
advertisement xyxy=(291,1778,417,2057)
ad-signature: 373 xyxy=(950,1214,966,1224)
ad-heading: £500 REWARD xyxy=(300,2059,408,2075)
ad-subheading: SPECIAL NOTICE xyxy=(33,54,127,66)
ad-heading: FIREWOOD! FIREWOOD! xyxy=(583,1629,674,1660)
advertisement xyxy=(840,1953,966,2336)
ad-heading: THE UNITED INSURANCE COMPANY, FIRE AND MARINE. xyxy=(31,793,129,843)
ad-heading: MR. J. HYDE PARKER, xyxy=(308,517,400,547)
ad-body-text: MAIN-STREET, GREYTOWN. Incorporated under the Building Societies Act, 1876. DIRECTORS: Messrs. Charles Pharazyn (Chairman), M. Caselberg, J. Fuller, W. C. Gill, J. Bunting, W. Booth. Est. Annual Income exceeds — £7,000. Capital on Loan — £18,000. Deposits already allotted — £4,000. Reserve Fund — £964. The purposes for which the Association is established are twofold. In the first place it offers an excellent method of investment for those who wish to accumulate their capital or to mortgage the highest rate consistent with perfect security and by allowing small or large sums to be invested. The Association receives fixed deposits at rates to be agreed upon. Subscriptions on investment shares, 5/ per month; ultimate value of shares, £25. Applications for shares to be addressed to the Manager. A liberal commission allowed to Agents on all investment shares issued through them. Office Hours: Monday, Wednesday, and Friday, from 2 to 4 p.m. Pay Day: The first Saturday in each month between the hours of 2 and 4 and 7 and 9 p.m. The Manager will attend at the Club Hotel Masterton, every Thursday evening preceding the pay day in Greytown. xyxy=(154,429,281,916)
ad-heading: IMPORTANT NOTICE. xyxy=(582,37,675,67)
ad-body-text: WHEELWRIGHT, CARTERTON. Wishes to return thanks to his numerous patrons for the support he has received during the past two years, and hopes by strict attention to business, good work and moderate charges, to merit a continuance of the same. All kinds of wheelwright's work executed with neatness and despatch. A good stock of seasoned timber on hand. Any repairs will be executed promptly. xyxy=(702,1985,829,2158)
ad-body-text: AT THE MASTERTON COACH FACTORY. xyxy=(976,593,1103,615)
ad-body-text: Fitted to any sight AT LITTLEJOHN'S, PRACTICAL WATCHMAKER & OPTICIAN (Directly opposite Occidental Hotel) LAMBTON QUAY WELLINGTON. NO TRIMANSTANTS OF WELLINGTON AND SURROUNDING NEIGHBORHOOD. xyxy=(428,1667,555,1786)
ad-heading: INSPECTION invited at his depot, xyxy=(430,1586,553,1611)
ad-body-text: F. GRAY, in returning thanks to his numerous customers for past favors, begs to inform the public generally that having now in stock a large quantity of the very best timbers suitable for Coachbuilding and Wheelwright purposes, he is prepared to receive and execute all orders entrusted to him, and will guarantee first-class work and finish equal to anything done in the Colony. Repairs in all kinds of Vehicles, including trimming & painting, shoeing, general smithing, at prices to suit the times. xyxy=(565,68,692,274)
